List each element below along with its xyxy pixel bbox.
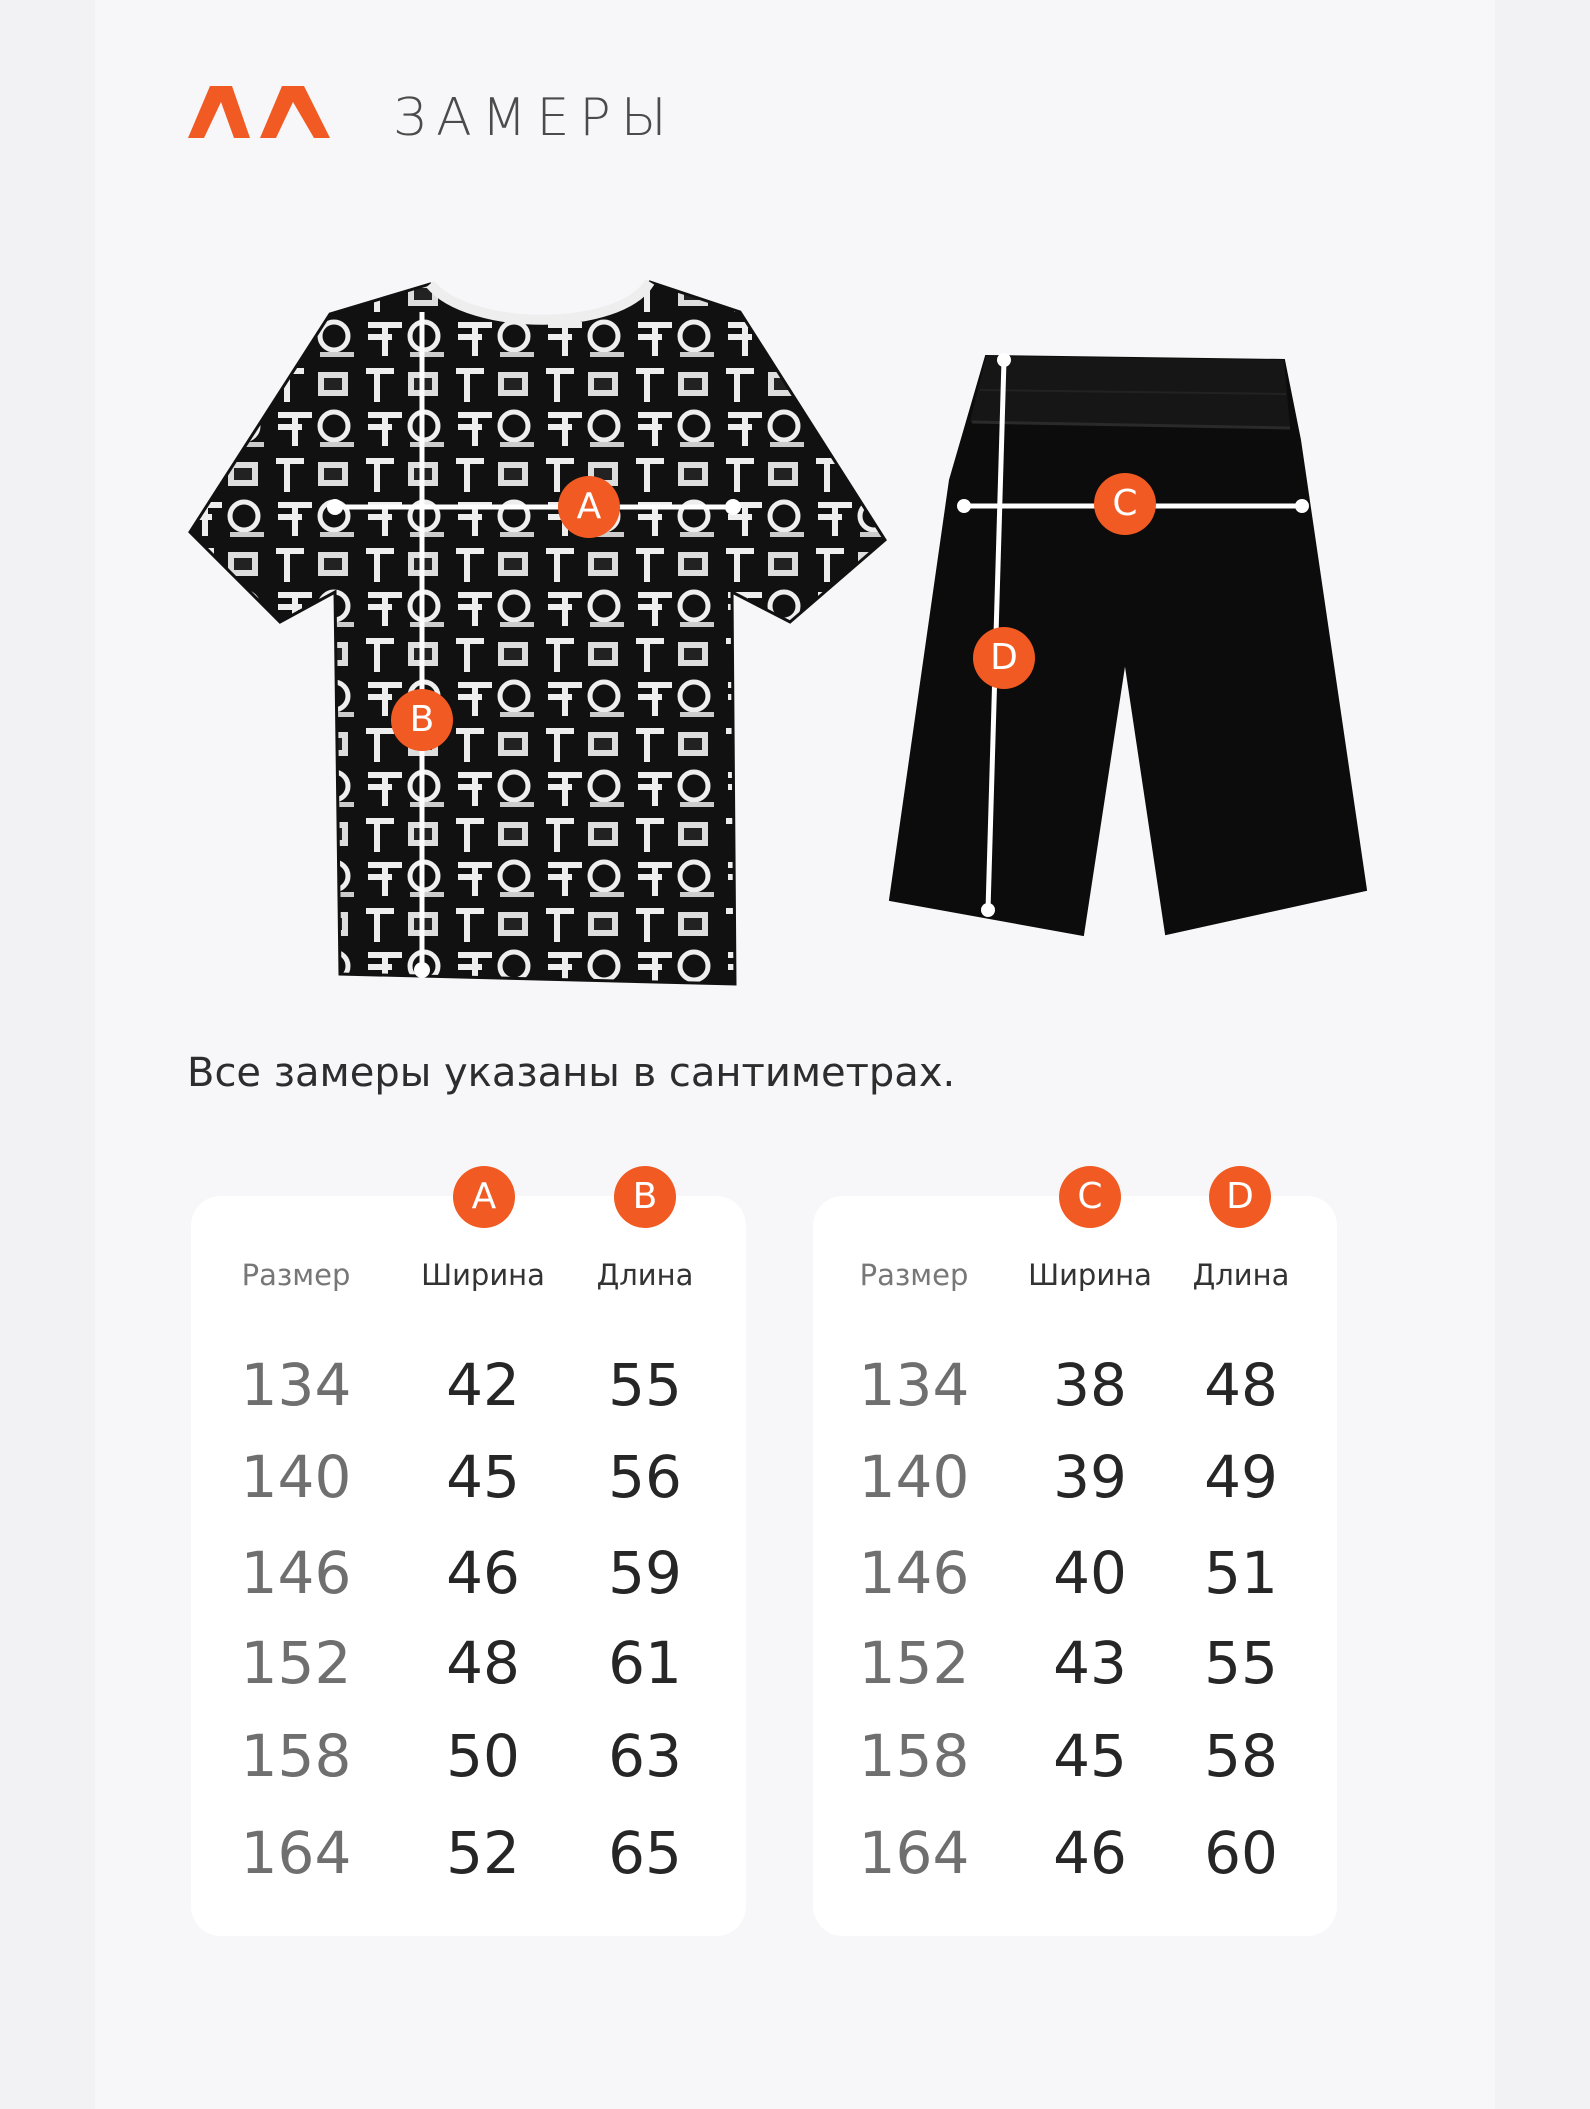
table-cell-length: 60 bbox=[1204, 1819, 1278, 1887]
background-stripe-left bbox=[0, 0, 95, 2109]
table-cell-size: 152 bbox=[858, 1629, 970, 1697]
column-header-size: Размер bbox=[241, 1258, 351, 1292]
page-title: ЗАМЕРЫ bbox=[393, 88, 677, 148]
table-cell-length: 56 bbox=[608, 1443, 682, 1511]
table-cell-length: 48 bbox=[1204, 1351, 1278, 1419]
table-cell-width: 45 bbox=[446, 1443, 520, 1511]
table-cell-length: 55 bbox=[608, 1351, 682, 1419]
table-cell-width: 43 bbox=[1053, 1629, 1127, 1697]
table-cell-length: 59 bbox=[608, 1539, 682, 1607]
table-cell-size: 152 bbox=[240, 1629, 352, 1697]
tshirt-illustration bbox=[180, 272, 910, 992]
table-cell-length: 63 bbox=[608, 1722, 682, 1790]
column-header-length: Длина bbox=[596, 1258, 694, 1292]
background-stripe-right bbox=[1495, 0, 1590, 2109]
table-cell-size: 134 bbox=[858, 1351, 970, 1419]
table-cell-width: 38 bbox=[1053, 1351, 1127, 1419]
brand-logo bbox=[188, 86, 330, 138]
table-cell-size: 164 bbox=[240, 1819, 352, 1887]
measure-badge-a: A bbox=[558, 476, 620, 538]
column-header-length: Длина bbox=[1192, 1258, 1290, 1292]
measure-badge-d: D bbox=[973, 627, 1035, 689]
table-cell-length: 65 bbox=[608, 1819, 682, 1887]
table-cell-width: 39 bbox=[1053, 1443, 1127, 1511]
table-cell-width: 48 bbox=[446, 1629, 520, 1697]
table-cell-size: 164 bbox=[858, 1819, 970, 1887]
table-badge-c: C bbox=[1059, 1166, 1121, 1228]
units-note: Все замеры указаны в сантиметрах. bbox=[187, 1050, 956, 1096]
table-cell-width: 52 bbox=[446, 1819, 520, 1887]
table-badge-d: D bbox=[1209, 1166, 1271, 1228]
table-cell-size: 140 bbox=[858, 1443, 970, 1511]
shorts-illustration bbox=[880, 350, 1370, 950]
table-cell-width: 46 bbox=[1053, 1819, 1127, 1887]
table-cell-size: 134 bbox=[240, 1351, 352, 1419]
table-cell-length: 55 bbox=[1204, 1629, 1278, 1697]
column-header-width: Ширина bbox=[1028, 1258, 1152, 1292]
table-cell-size: 158 bbox=[858, 1722, 970, 1790]
table-cell-length: 58 bbox=[1204, 1722, 1278, 1790]
table-cell-width: 42 bbox=[446, 1351, 520, 1419]
measure-badge-c: C bbox=[1094, 473, 1156, 535]
table-badge-b: B bbox=[614, 1166, 676, 1228]
table-cell-size: 158 bbox=[240, 1722, 352, 1790]
table-cell-size: 146 bbox=[858, 1539, 970, 1607]
table-badge-a: A bbox=[453, 1166, 515, 1228]
table-cell-width: 40 bbox=[1053, 1539, 1127, 1607]
table-cell-width: 46 bbox=[446, 1539, 520, 1607]
table-cell-width: 50 bbox=[446, 1722, 520, 1790]
table-cell-length: 49 bbox=[1204, 1443, 1278, 1511]
table-cell-length: 61 bbox=[608, 1629, 682, 1697]
measure-badge-b: B bbox=[391, 689, 453, 751]
column-header-size: Размер bbox=[859, 1258, 969, 1292]
table-cell-width: 45 bbox=[1053, 1722, 1127, 1790]
table-cell-size: 140 bbox=[240, 1443, 352, 1511]
column-header-width: Ширина bbox=[421, 1258, 545, 1292]
table-cell-size: 146 bbox=[240, 1539, 352, 1607]
table-cell-length: 51 bbox=[1204, 1539, 1278, 1607]
